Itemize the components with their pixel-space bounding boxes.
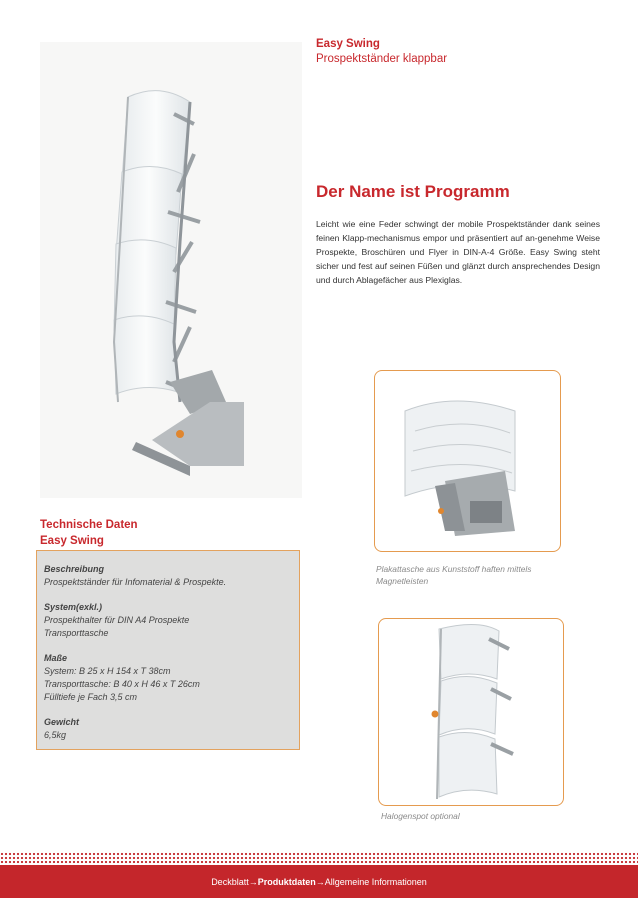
detail-photo-halogen [378,618,564,806]
footer-link-allgemeine-informationen[interactable]: Allgemeine Informationen [324,877,427,887]
product-title: Easy Swing [316,38,380,50]
tech-data-title [40,517,138,549]
spec-value: Fülltiefe je Fach 3,5 cm [44,692,138,702]
intro-paragraph: Leicht wie eine Feder schwingt der mobile Prospektständer dank seines feinen Klapp-mechanismus empor und präsentiert auf an-genehme Weise Prospekte, Broschüren und Flyer in DIN-A-4 Größe. Easy Swing steht sicher und fest auf seinen Füßen und glänzt durch ansprechendes Design und durch Ablagefächer aus Plexiglas. [316,219,600,285]
spec-description [44,563,226,589]
photo2-caption: Halogenspot optional [381,811,460,821]
footer-navigation [0,877,638,887]
photo1-caption: Plakattasche aus Kunststoff haften mittels Magnetleisten [376,564,532,586]
product-subtitle: Prospektständer klappbar [316,53,448,65]
section-heading: Der Name ist Programm [316,182,510,201]
spec-label: Gewicht [44,717,80,727]
spec-label: System(exkl.) [44,602,103,612]
folded-stand-illustration [375,371,560,551]
footer-dot-pattern [0,852,638,866]
spec-dimensions [44,652,200,704]
spec-value: Transporttasche: B 40 x H 46 x T 26cm [44,679,200,689]
footer-link-produktdaten[interactable]: Produktdaten [257,877,316,887]
product-main-image [40,42,302,498]
spec-label: Maße [44,653,68,663]
stand-closeup-illustration [379,619,563,805]
spec-system [44,601,189,640]
spec-weight [44,716,79,742]
footer-link-deckblatt[interactable]: Deckblatt [211,877,249,887]
arrow-right-icon: → [248,877,258,887]
tech-data-box [36,550,300,750]
spec-value: Transporttasche [44,628,109,638]
spec-value: 6,5kg [44,730,67,740]
brochure-stand-illustration [40,42,302,498]
spec-label: Beschreibung [44,564,105,574]
arrow-right-icon: → [315,877,325,887]
tech-data-title-line2: Easy Swing [40,535,104,547]
detail-photo-poster-pocket [374,370,561,552]
spec-value: Prospektständer für Infomaterial & Prospekte. [44,577,227,587]
spec-value: System: B 25 x H 154 x T 38cm [44,666,171,676]
spec-value: Prospekthalter für DIN A4 Prospekte [44,615,190,625]
tech-data-title-line1: Technische Daten [40,519,138,531]
